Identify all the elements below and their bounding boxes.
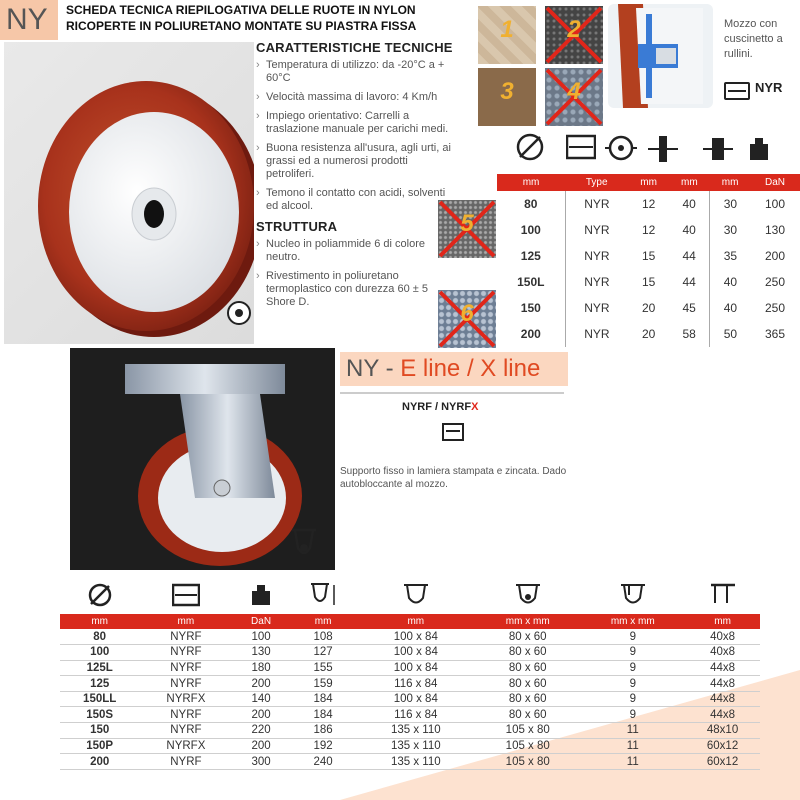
table-cell: 140 xyxy=(232,691,289,707)
feature-item: › Temperatura di utilizzo: da -20°C a + 60°C xyxy=(256,59,456,85)
icon-cell xyxy=(685,578,760,614)
product-line-title xyxy=(340,352,568,386)
unit-cell: mm x mm xyxy=(475,614,580,629)
features-title: CARATTERISTICHE TECNICHE xyxy=(256,40,453,55)
fixed-mount-icon xyxy=(226,300,252,331)
floor-rough-tile xyxy=(545,6,603,64)
unit-cell: mm xyxy=(290,614,357,629)
table-cell: 44x8 xyxy=(685,676,760,692)
unit-cell: mm xyxy=(685,614,760,629)
table-row xyxy=(497,321,800,347)
table-cell: NYRF xyxy=(139,754,232,770)
structure-item: › Nucleo in poliammide 6 di colore neutro. xyxy=(256,238,456,264)
tile-number: 5 xyxy=(460,210,474,237)
diameter-icon xyxy=(87,582,113,608)
tile-number: 1 xyxy=(500,16,514,43)
table-cell: 20 xyxy=(641,301,656,315)
table-row xyxy=(497,191,800,217)
table-cell: 250 xyxy=(764,275,786,289)
icon-cell xyxy=(232,578,289,614)
table-row xyxy=(60,660,760,676)
table-cell: 100 xyxy=(60,645,139,661)
table-row xyxy=(497,295,800,321)
table-cell: NYRF xyxy=(139,707,232,723)
table-cell: 44x8 xyxy=(685,691,760,707)
table-cell: 200 xyxy=(232,676,289,692)
bolt-hole-spacing-icon xyxy=(514,581,542,609)
features-panel xyxy=(256,40,456,315)
table-cell: 12 xyxy=(641,223,656,237)
product-line-prefix: NY - xyxy=(346,355,401,382)
table-cell: 155 xyxy=(290,660,357,676)
unit-cell: DaN xyxy=(232,614,289,629)
table-row xyxy=(60,676,760,692)
table-cell: 58 xyxy=(669,321,710,347)
table-cell: 44x8 xyxy=(685,660,760,676)
bearing-type-icon xyxy=(724,82,750,100)
table-cell: 9 xyxy=(580,645,685,661)
table-cell: 11 xyxy=(580,723,685,739)
bottom-spec-table xyxy=(60,578,760,770)
title-line-1: SCHEDA TECNICA RIEPILOGATIVA DELLE RUOTE IN NYLON xyxy=(66,3,416,17)
unit-cell: mm xyxy=(710,174,751,191)
table-cell: 100 x 84 xyxy=(357,660,476,676)
table-row xyxy=(497,269,800,295)
table-row xyxy=(497,217,800,243)
diameter-icon xyxy=(515,132,545,167)
icon-cell xyxy=(357,578,476,614)
table-cell: 15 xyxy=(641,275,656,289)
table-cell: NYRF xyxy=(139,645,232,661)
hub-length-icon xyxy=(703,134,733,169)
table-cell: 30 xyxy=(723,197,738,211)
structure-item: › Rivestimento in poliuretano termoplastico con durezza 60 ± 5 Shore D. xyxy=(256,270,456,309)
hub-type-icon xyxy=(566,134,596,165)
table-cell: 80 x 60 xyxy=(475,629,580,645)
offset-icon xyxy=(709,581,737,609)
table-cell: 125 xyxy=(60,676,139,692)
table-cell: 40 xyxy=(669,191,710,217)
table-cell: NYRF xyxy=(139,676,232,692)
table-cell: 135 x 110 xyxy=(357,754,476,770)
table-cell: 184 xyxy=(290,691,357,707)
table-row xyxy=(60,645,760,661)
table-cell: 40x8 xyxy=(685,629,760,645)
table-cell: 108 xyxy=(290,629,357,645)
top-table-units-row xyxy=(497,174,800,191)
floor-wood-tile xyxy=(478,68,536,126)
table-row xyxy=(60,691,760,707)
plate-size-icon xyxy=(402,581,430,609)
table-cell: 12 xyxy=(641,197,656,211)
table-cell: 365 xyxy=(764,327,786,341)
table-cell: NYR xyxy=(584,301,610,315)
table-cell: 125 xyxy=(497,243,565,269)
table-cell: 48x10 xyxy=(685,723,760,739)
table-cell: 130 xyxy=(232,645,289,661)
bottom-table-icon-row xyxy=(60,578,760,614)
table-cell: 60x12 xyxy=(685,738,760,754)
feature-item: › Velocità massima di lavoro: 4 Km/h xyxy=(256,91,456,104)
table-cell: 15 xyxy=(641,249,656,263)
fixed-caster-icon xyxy=(290,526,318,565)
wheel-width-icon xyxy=(648,134,678,169)
unit-cell: mm xyxy=(139,614,232,629)
bearing-type-label: NYR xyxy=(755,80,783,95)
table-cell: 44x8 xyxy=(685,707,760,723)
table-cell: 30 xyxy=(723,223,738,237)
table-cell: 40 xyxy=(669,217,710,243)
table-cell: 250 xyxy=(764,301,786,315)
table-cell: NYR xyxy=(584,223,610,237)
load-capacity-icon xyxy=(249,583,273,607)
table-cell: 105 x 80 xyxy=(475,723,580,739)
table-cell: 11 xyxy=(580,754,685,770)
table-cell: 130 xyxy=(764,223,786,237)
table-cell: 35 xyxy=(723,249,738,263)
top-spec-table xyxy=(497,174,800,347)
table-cell: 80 x 60 xyxy=(475,660,580,676)
axle-diameter-icon xyxy=(605,134,637,167)
table-cell: 20 xyxy=(641,327,656,341)
icon-cell xyxy=(290,578,357,614)
hub-description: Mozzo con cuscinetto a rullini. xyxy=(724,18,783,60)
table-cell: 300 xyxy=(232,754,289,770)
table-row xyxy=(60,707,760,723)
table-cell: 192 xyxy=(290,738,357,754)
table-cell: 240 xyxy=(290,754,357,770)
page-title xyxy=(66,2,466,34)
table-cell: 180 xyxy=(232,660,289,676)
table-cell: NYR xyxy=(584,327,610,341)
model-code xyxy=(402,401,478,413)
table-cell: 9 xyxy=(580,676,685,692)
table-cell: 116 x 84 xyxy=(357,676,476,692)
unit-cell: DaN xyxy=(751,174,800,191)
table-cell: NYRF xyxy=(139,723,232,739)
table-cell: 100 xyxy=(764,197,786,211)
unit-cell: mm x mm xyxy=(580,614,685,629)
icon-cell xyxy=(580,578,685,614)
table-cell: 100 x 84 xyxy=(357,691,476,707)
table-cell: 80 x 60 xyxy=(475,676,580,692)
table-cell: 150LL xyxy=(60,691,139,707)
table-cell: 9 xyxy=(580,660,685,676)
table-cell: 186 xyxy=(290,723,357,739)
table-cell: 200 xyxy=(232,707,289,723)
table-cell: 125L xyxy=(60,660,139,676)
feature-item: › Temono il contatto con acidi, solventi ed alcool. xyxy=(256,187,456,213)
table-cell: 150P xyxy=(60,738,139,754)
floor-grid-tile xyxy=(438,200,496,258)
table-cell: 200 xyxy=(497,321,565,347)
table-cell: 159 xyxy=(290,676,357,692)
table-cell: 150 xyxy=(497,295,565,321)
product-line-name: E line / X line xyxy=(400,355,541,382)
table-cell: NYRFX xyxy=(139,691,232,707)
table-cell: 80 x 60 xyxy=(475,645,580,661)
table-cell: NYR xyxy=(584,249,610,263)
table-cell: 40 xyxy=(723,275,738,289)
table-cell: 105 x 80 xyxy=(475,754,580,770)
table-cell: 80 x 60 xyxy=(475,691,580,707)
table-cell: 80 xyxy=(497,191,565,217)
table-row xyxy=(60,754,760,770)
table-cell: 150S xyxy=(60,707,139,723)
load-capacity-icon xyxy=(746,136,772,167)
table-cell: 44 xyxy=(669,269,710,295)
unit-cell: mm xyxy=(628,174,669,191)
feature-item: › Impiego orientativo: Carrelli a traslazione manuale per carichi medi. xyxy=(256,110,456,136)
table-cell: 80 xyxy=(60,629,139,645)
table-cell: 40 xyxy=(723,301,738,315)
product-description: Supporto fisso in lamiera stampata e zincata. Dado autobloccante al mozzo. xyxy=(340,466,567,490)
plate-type-icon xyxy=(442,423,464,441)
model-code-suffix: X xyxy=(471,401,479,413)
table-cell: 135 x 110 xyxy=(357,738,476,754)
unit-cell: mm xyxy=(357,614,476,629)
overall-height-icon xyxy=(309,581,337,609)
structure-list xyxy=(256,238,456,309)
table-cell: 200 xyxy=(764,249,786,263)
table-row xyxy=(60,738,760,754)
feature-item: › Buona resistenza all'usura, agli urti, ai grassi ed a numerosi prodotti petroliferi. xyxy=(256,142,456,181)
table-cell: NYR xyxy=(584,275,610,289)
table-cell: 40x8 xyxy=(685,645,760,661)
table-cell: 100 xyxy=(232,629,289,645)
floor-gravel-tile xyxy=(545,68,603,126)
table-cell: NYRF xyxy=(139,629,232,645)
tile-number: 2 xyxy=(567,16,581,43)
table-row xyxy=(497,243,800,269)
divider xyxy=(340,392,564,394)
floor-stone-tile xyxy=(438,290,496,348)
wheel-photo xyxy=(4,42,254,344)
structure-title: STRUTTURA xyxy=(256,219,338,234)
table-cell: NYR xyxy=(584,197,610,211)
table-cell: 9 xyxy=(580,629,685,645)
table-cell: 60x12 xyxy=(685,754,760,770)
table-cell: 100 xyxy=(497,217,565,243)
table-cell: 100 x 84 xyxy=(357,645,476,661)
table-row xyxy=(60,629,760,645)
floor-smooth-tile xyxy=(478,6,536,64)
unit-cell: mm xyxy=(669,174,710,191)
table-cell: 100 x 84 xyxy=(357,629,476,645)
table-cell: 184 xyxy=(290,707,357,723)
table-cell: 44 xyxy=(669,243,710,269)
table-cell: 200 xyxy=(60,754,139,770)
table-cell: 50 xyxy=(723,327,738,341)
table-cell: 45 xyxy=(669,295,710,321)
table-cell: 220 xyxy=(232,723,289,739)
tile-number: 6 xyxy=(460,300,474,327)
icon-cell xyxy=(139,578,232,614)
title-line-2: RICOPERTE IN POLIURETANO MONTATE SU PIASTRA FISSA xyxy=(66,19,417,33)
table-cell: 150L xyxy=(497,269,565,295)
table-cell: 200 xyxy=(232,738,289,754)
features-list xyxy=(256,59,456,213)
model-code-base: NYRF / NYRF xyxy=(402,401,472,413)
table-cell: 80 x 60 xyxy=(475,707,580,723)
icon-cell xyxy=(60,578,139,614)
table-cell: NYRFX xyxy=(139,738,232,754)
table-cell: 135 x 110 xyxy=(357,723,476,739)
icon-cell xyxy=(475,578,580,614)
unit-cell: Type xyxy=(565,174,628,191)
tile-number: 3 xyxy=(500,78,514,105)
table-cell: 116 x 84 xyxy=(357,707,476,723)
hub-cutaway-image xyxy=(608,4,713,108)
table-cell: 9 xyxy=(580,691,685,707)
bolt-diameter-icon xyxy=(619,581,647,609)
table-cell: 127 xyxy=(290,645,357,661)
table-cell: 11 xyxy=(580,738,685,754)
bottom-table-units-row xyxy=(60,614,760,629)
series-badge: NY xyxy=(0,0,58,40)
table-cell: 9 xyxy=(580,707,685,723)
tile-number: 4 xyxy=(567,78,581,105)
table-cell: 150 xyxy=(60,723,139,739)
hub-type-icon xyxy=(172,583,200,607)
table-cell: 105 x 80 xyxy=(475,738,580,754)
table-cell: NYRF xyxy=(139,660,232,676)
unit-cell: mm xyxy=(497,174,565,191)
table-row xyxy=(60,723,760,739)
unit-cell: mm xyxy=(60,614,139,629)
